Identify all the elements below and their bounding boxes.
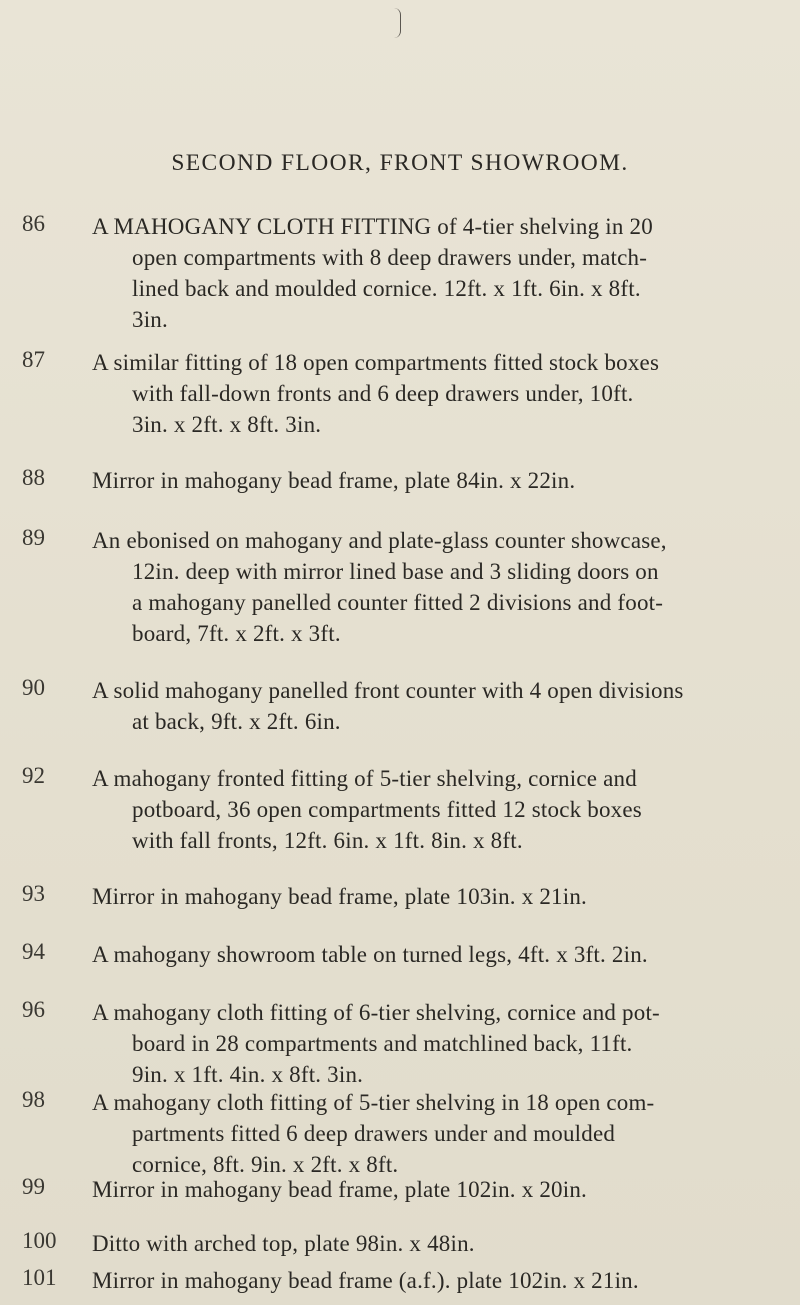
lot-description	[92, 675, 782, 737]
lot-line: 3in. x 2ft. x 8ft. 3in.	[132, 412, 322, 437]
lot-description	[92, 939, 782, 970]
lot-line: An ebonised on mahogany and plate-glass counter showcase,	[92, 528, 667, 553]
lot-line: with fall-down fronts and 6 deep drawers under, 10ft.	[132, 381, 634, 406]
lot-number: 92	[22, 763, 45, 788]
lot-line: Mirror in mahogany bead frame, plate 84in. x 22in.	[92, 468, 576, 493]
lot-description	[92, 1174, 782, 1205]
lot-line: 3in.	[132, 307, 168, 332]
lot-number: 99	[22, 1174, 45, 1199]
lot-line: lined back and moulded cornice. 12ft. x 1ft. 6in. x 8ft.	[132, 276, 641, 301]
lot-number: 100	[22, 1228, 57, 1253]
lot-line: board, 7ft. x 2ft. x 3ft.	[132, 621, 341, 646]
lot-line: partments fitted 6 deep drawers under and moulded	[132, 1121, 616, 1146]
lot-line: with fall fronts, 12ft. 6in. x 1ft. 8in. x 8ft.	[132, 828, 523, 853]
lot-line: Ditto with arched top, plate 98in. x 48in.	[92, 1231, 475, 1256]
lot-number: 90	[22, 675, 45, 700]
lot-line: a mahogany panelled counter fitted 2 divisions and foot-	[132, 590, 664, 615]
lot-line: A similar fitting of 18 open compartments fitted stock boxes	[92, 350, 660, 375]
lot-line: A solid mahogany panelled front counter with 4 open divisions	[92, 678, 684, 703]
lot-description	[92, 997, 782, 1090]
lot-number: 98	[22, 1087, 45, 1112]
lot-description	[92, 1265, 782, 1296]
lot-line: A mahogany showroom table on turned legs, 4ft. x 3ft. 2in.	[92, 942, 648, 967]
lot-line: Mirror in mahogany bead frame, plate 103in. x 21in.	[92, 884, 587, 909]
lot-line: 12in. deep with mirror lined base and 3 sliding doors on	[132, 559, 659, 584]
lot-description	[92, 347, 782, 440]
lot-number: 94	[22, 939, 45, 964]
lot-line: 9in. x 1ft. 4in. x 8ft. 3in.	[132, 1062, 364, 1087]
lot-description	[92, 525, 782, 649]
lot-description	[92, 881, 782, 912]
lot-line: A mahogany cloth fitting of 6-tier shelving, cornice and pot-	[92, 1000, 660, 1025]
lot-number: 86	[22, 211, 45, 236]
lot-line: board in 28 compartments and matchlined back, 11ft.	[132, 1031, 633, 1056]
lot-line: potboard, 36 open compartments fitted 12 stock boxes	[132, 797, 642, 822]
lot-line: A MAHOGANY CLOTH FITTING of 4-tier shelving in 20	[92, 214, 653, 239]
lot-line: cornice, 8ft. 9in. x 2ft. x 8ft.	[132, 1152, 399, 1177]
lot-line: A mahogany fronted fitting of 5-tier shelving, cornice and	[92, 766, 637, 791]
lot-number: 93	[22, 881, 45, 906]
page-heading: SECOND FLOOR, FRONT SHOWROOM.	[171, 150, 629, 176]
lot-line: open compartments with 8 deep drawers under, match-	[132, 245, 648, 270]
lot-number: 88	[22, 465, 45, 490]
lot-line: Mirror in mahogany bead frame, plate 102in. x 20in.	[92, 1177, 587, 1202]
lot-number: 96	[22, 997, 45, 1022]
lot-number: 87	[22, 347, 45, 372]
lot-number: 101	[22, 1265, 57, 1290]
lot-description	[92, 1087, 782, 1180]
lot-description	[92, 763, 782, 856]
binding-mark	[394, 8, 401, 38]
lot-line: at back, 9ft. x 2ft. 6in.	[132, 709, 341, 734]
lot-description	[92, 465, 782, 496]
lot-number: 89	[22, 525, 45, 550]
lot-description	[92, 211, 782, 335]
lot-line: Mirror in mahogany bead frame (a.f.). plate 102in. x 21in.	[92, 1268, 639, 1293]
lot-line: A mahogany cloth fitting of 5-tier shelving in 18 open com-	[92, 1090, 655, 1115]
lot-description	[92, 1228, 782, 1259]
